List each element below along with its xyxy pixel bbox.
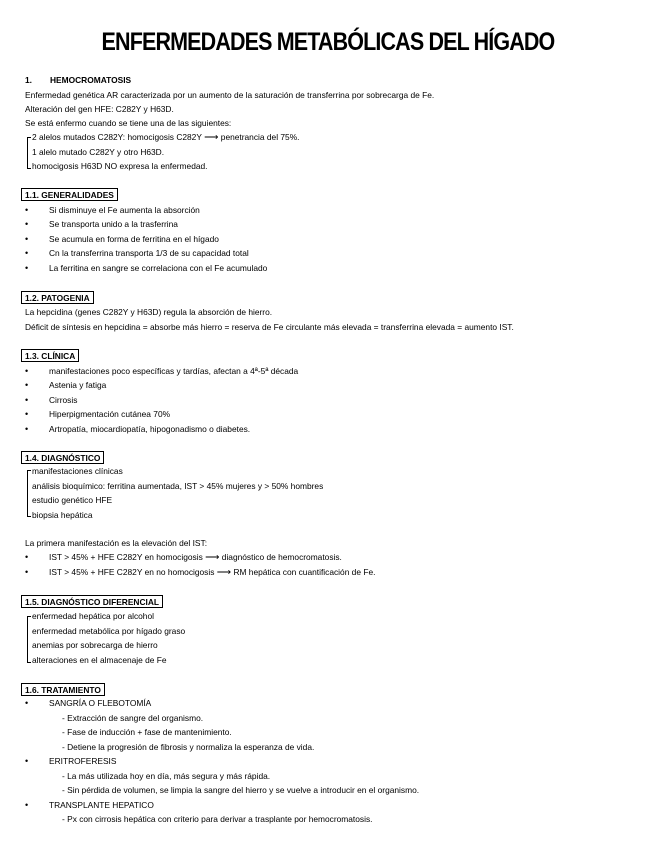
patogenia-line-2: Déficit de síntesis en hepcidina = absorbe más hierro = reserva de Fe circulante más elevada = transferrina elevada = aumento IST. bbox=[25, 322, 514, 332]
diferencial-list-item-1: enfermedad hepática por alcohol bbox=[32, 611, 154, 621]
hemo-line-2: Alteración del gen HFE: C282Y y H63D. bbox=[25, 104, 174, 114]
diagnostico-item-1: IST > 45% + HFE C282Y en homocigosis ⟶ diagnóstico de hemocromatosis. bbox=[49, 552, 342, 563]
diagnostico-list-item-2: análisis bioquímico: ferritina aumentada, IST > 45% mujeres y > 50% hombres bbox=[32, 481, 324, 491]
generalidades-item-3: Se acumula en forma de ferritina en el hígado bbox=[49, 234, 219, 244]
diagnostico-item-2: IST > 45% + HFE C282Y en no homocigosis ⟶ RM hepática con cuantificación de Fe. bbox=[49, 567, 376, 578]
bullet-icon: • bbox=[25, 205, 29, 215]
bullet-icon: • bbox=[25, 248, 29, 258]
page-title: ENFERMEDADES METABÓLICAS DEL HÍGADO bbox=[101, 28, 555, 56]
arrow-icon: ⟶ bbox=[216, 567, 232, 578]
section-heading-tratamiento: 1.6. TRATAMIENTO bbox=[21, 683, 105, 696]
clinica-item-4: Hiperpigmentación cutánea 70% bbox=[49, 409, 171, 419]
diagnostico-list-item-4: biopsia hepática bbox=[32, 510, 93, 520]
bullet-icon: • bbox=[25, 263, 29, 273]
arrow-icon: ⟶ bbox=[205, 552, 220, 563]
section-heading-patogenia: 1.2. PATOGENIA bbox=[21, 291, 94, 304]
bullet-icon: • bbox=[25, 234, 29, 244]
diferencial-list-item-2: enfermedad metabólica por hígado graso bbox=[32, 626, 186, 636]
bullet-icon: • bbox=[25, 219, 29, 229]
hemo-line-1: Enfermedad genética AR caracterizada por un aumento de la saturación de transferrina por sobrecarga de Fe. bbox=[25, 90, 435, 100]
eritroferesis-sub-1: - La más utilizada hoy en día, más segura y más rápida. bbox=[62, 771, 271, 781]
diagnostico-intro: La primera manifestación es la elevación del IST: bbox=[25, 538, 208, 548]
bullet-icon: • bbox=[25, 698, 29, 708]
bullet-icon: • bbox=[25, 395, 29, 405]
generalidades-item-2: Se transporta unido a la trasferrina bbox=[49, 219, 178, 229]
tratamiento-eritroferesis: ERITROFERESIS bbox=[49, 756, 117, 766]
bullet-icon: • bbox=[25, 380, 29, 390]
diagnostico-list-item-3: estudio genético HFE bbox=[32, 495, 113, 505]
hemo-number: 1. bbox=[25, 75, 32, 85]
tratamiento-sangria: SANGRÍA O FLEBOTOMÍA bbox=[49, 698, 152, 708]
diferencial-list-bracket bbox=[27, 616, 31, 663]
sangria-sub-1: - Extracción de sangre del organismo. bbox=[62, 713, 204, 723]
bullet-icon: • bbox=[25, 409, 29, 419]
diagnostico-list-bracket bbox=[27, 470, 31, 517]
hemo-list-item-1: 2 alelos mutados C282Y: homocigosis C282Y ⟶ penetrancia del 75%. bbox=[32, 132, 300, 143]
clinica-item-5: Artropatía, miocardiopatía, hipogonadismo o diabetes. bbox=[49, 424, 251, 434]
tratamiento-transplante: TRANSPLANTE HEPATICO bbox=[49, 800, 154, 810]
hemo-line-3: Se está enfermo cuando se tiene una de las siguientes: bbox=[25, 118, 232, 128]
bullet-icon: • bbox=[25, 424, 29, 434]
diferencial-list-item-4: alteraciones en el almacenaje de Fe bbox=[32, 655, 167, 665]
generalidades-item-4: Cn la transferrina transporta 1/3 de su capacidad total bbox=[49, 248, 249, 258]
hemo-list-bracket bbox=[27, 137, 31, 169]
arrow-icon: ⟶ bbox=[204, 132, 219, 143]
hemo-list-item-2: 1 alelo mutado C282Y y otro H63D. bbox=[32, 147, 165, 157]
clinica-item-1: manifestaciones poco específicas y tardías, afectan a 4ª-5ª década bbox=[49, 366, 299, 376]
sangria-sub-2: - Fase de inducción + fase de mantenimiento. bbox=[62, 727, 232, 737]
bullet-icon: • bbox=[25, 756, 29, 766]
sangria-sub-3: - Detiene la progresión de fibrosis y normaliza la esperanza de vida. bbox=[62, 742, 315, 752]
section-heading-clinica: 1.3. CLÍNICA bbox=[21, 349, 79, 362]
generalidades-item-5: La ferritina en sangre se correlaciona con el Fe acumulado bbox=[49, 263, 268, 273]
bullet-icon: • bbox=[25, 800, 29, 810]
diagnostico-list-item-1: manifestaciones clínicas bbox=[32, 466, 123, 476]
clinica-item-2: Astenia y fatiga bbox=[49, 380, 107, 390]
generalidades-item-1: Si disminuye el Fe aumenta la absorción bbox=[49, 205, 200, 215]
hemo-heading: HEMOCROMATOSIS bbox=[50, 75, 132, 85]
clinica-item-3: Cirrosis bbox=[49, 395, 78, 405]
section-heading-diagnostico-diferencial: 1.5. DIAGNÓSTICO DIFERENCIAL bbox=[21, 595, 163, 608]
patogenia-line-1: La hepcidina (genes C282Y y H63D) regula la absorción de hierro. bbox=[25, 307, 273, 317]
hemo-list-item-3: homocigosis H63D NO expresa la enfermedad. bbox=[32, 161, 208, 171]
bullet-icon: • bbox=[25, 567, 29, 577]
section-heading-generalidades: 1.1. GENERALIDADES bbox=[21, 188, 118, 201]
bullet-icon: • bbox=[25, 552, 29, 562]
diferencial-list-item-3: anemias por sobrecarga de hierro bbox=[32, 640, 158, 650]
section-heading-diagnostico: 1.4. DIAGNÓSTICO bbox=[21, 451, 104, 464]
transplante-sub-1: - Px con cirrosis hepática con criterio para derivar a trasplante por hemocromatosis. bbox=[62, 814, 373, 824]
eritroferesis-sub-2: - Sin pérdida de volumen, se limpia la sangre del hierro y se vuelve a introducir en el organismo. bbox=[62, 785, 420, 795]
bullet-icon: • bbox=[25, 366, 29, 376]
